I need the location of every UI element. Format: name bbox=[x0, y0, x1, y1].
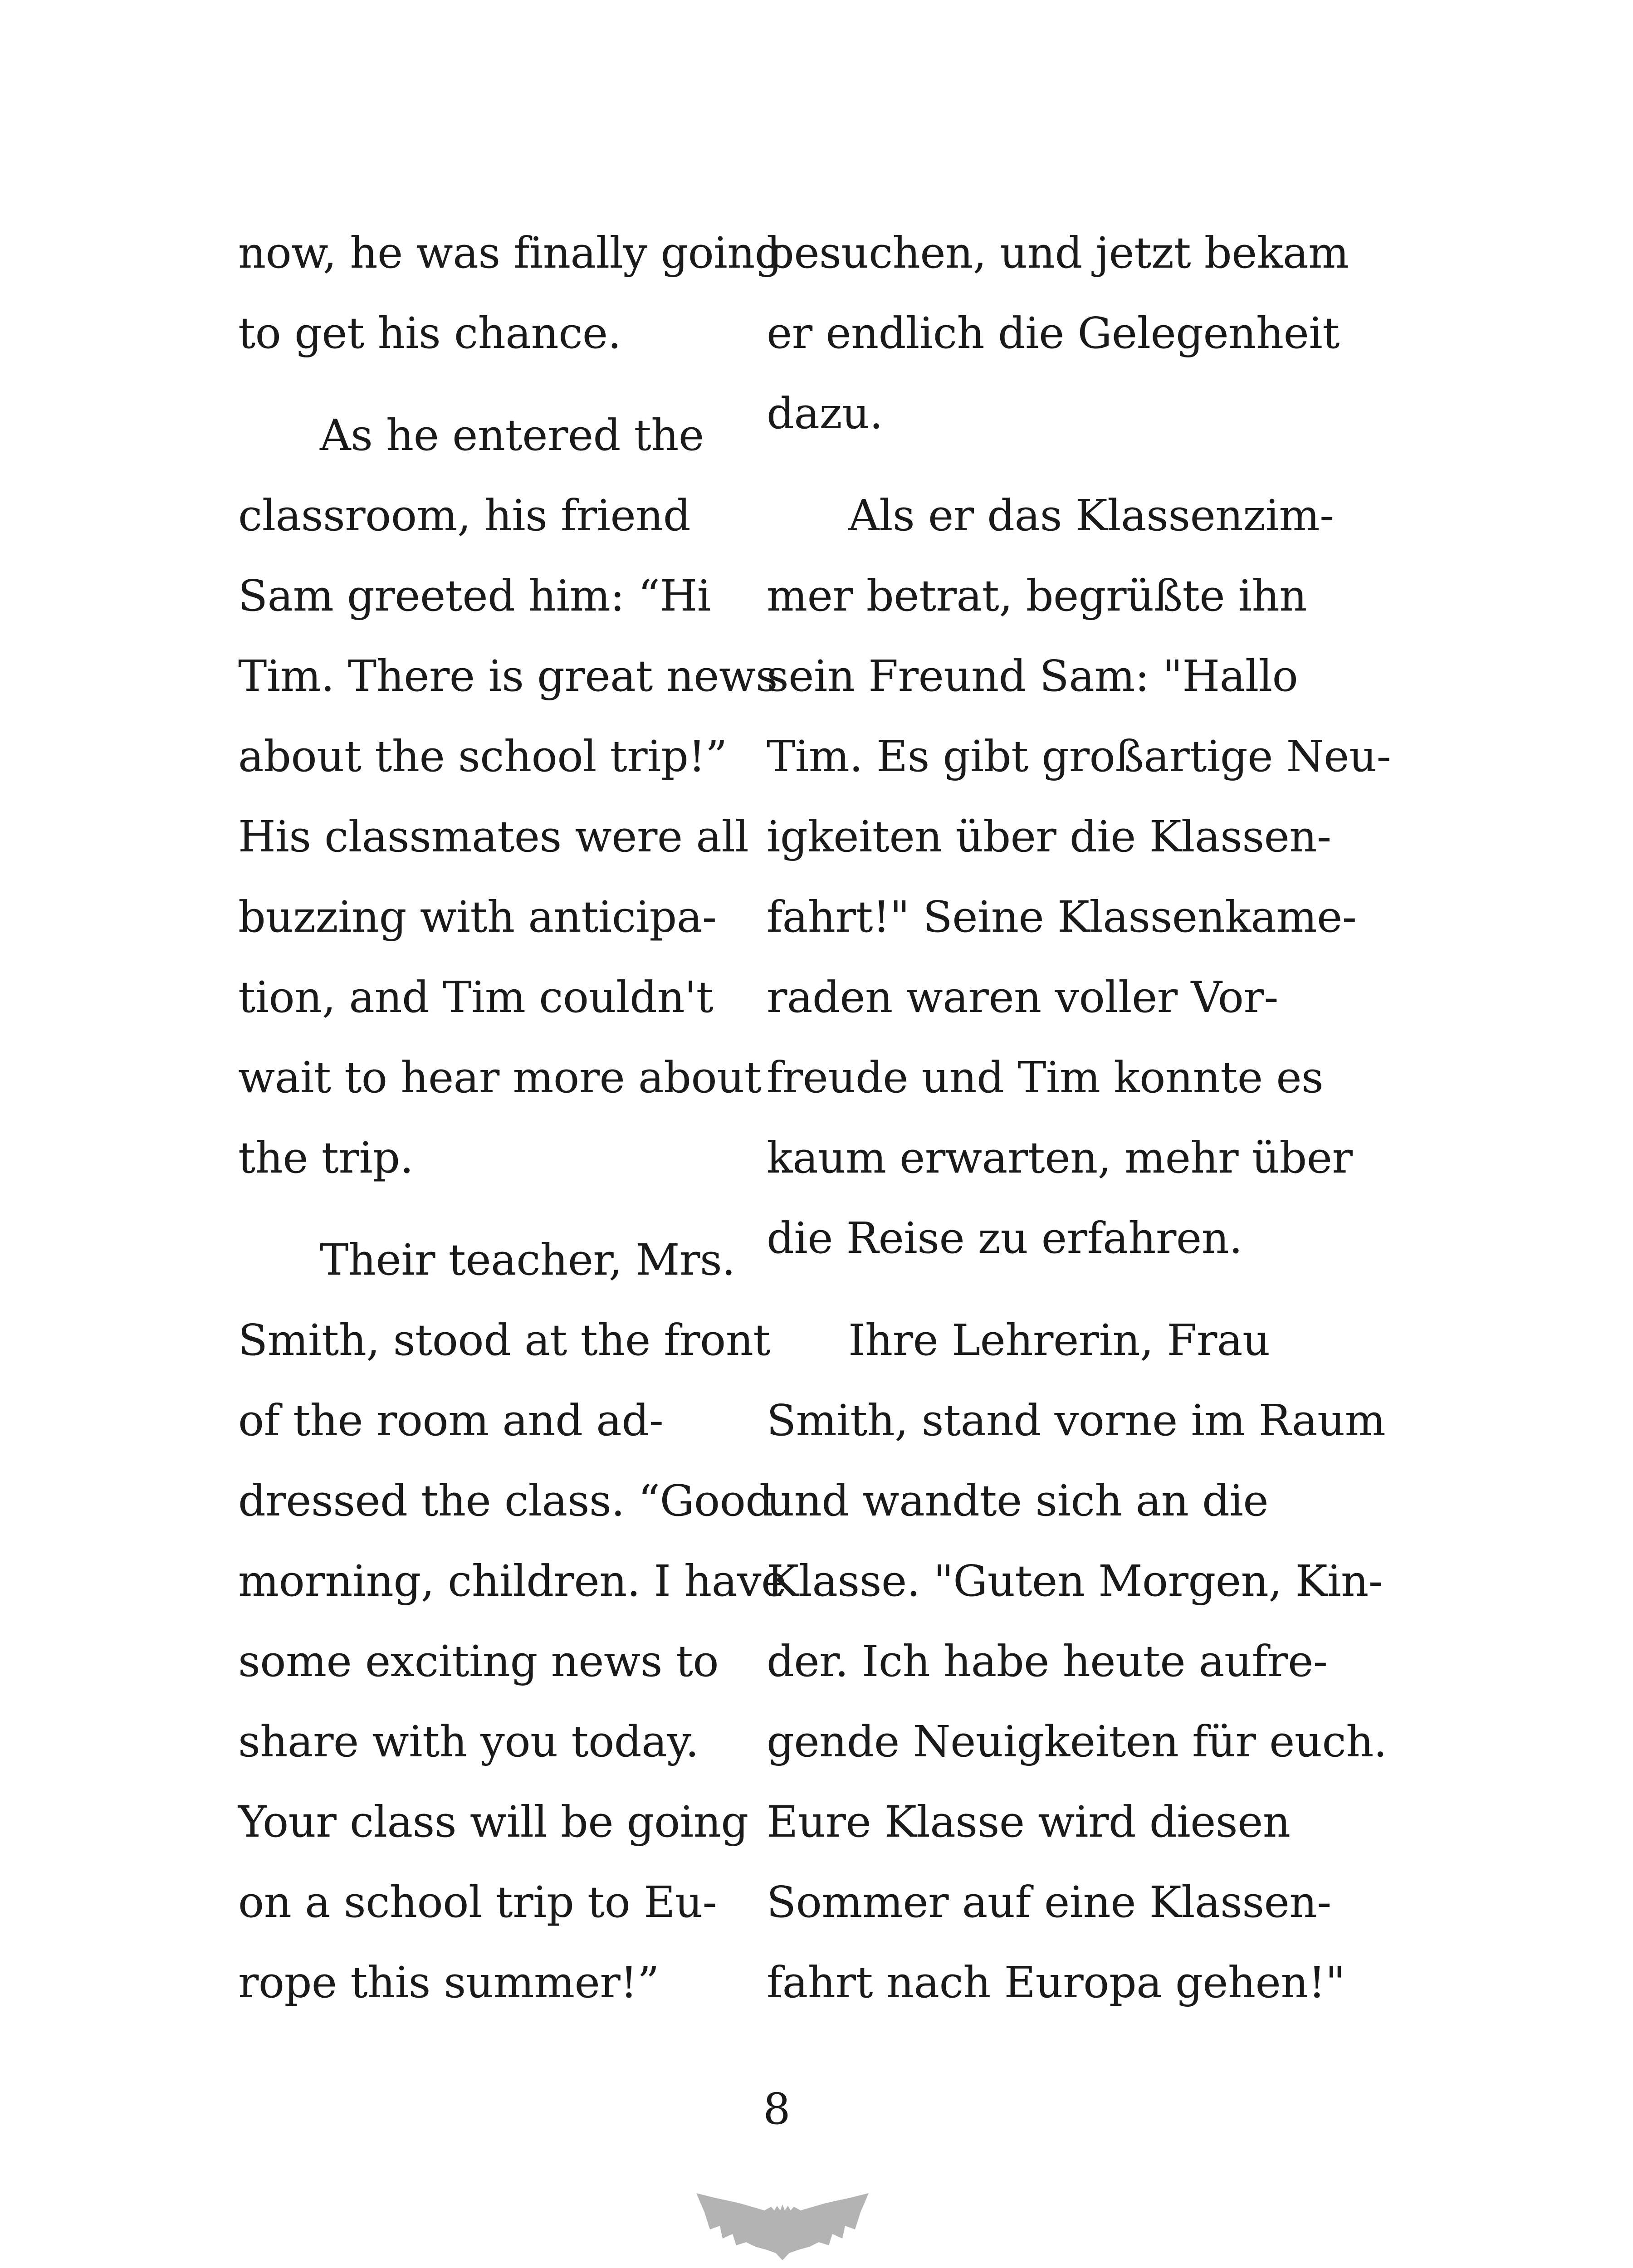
text-line: Als er das Klassenzim- bbox=[848, 491, 1334, 541]
text-line: to get his chance. bbox=[238, 308, 621, 358]
text-line: As he entered the bbox=[320, 411, 704, 460]
text-line: dressed the class. “Good bbox=[238, 1476, 773, 1526]
text-line: Their teacher, Mrs. bbox=[320, 1235, 735, 1285]
text-line: tion, and Tim couldn't bbox=[238, 973, 714, 1022]
text-line: raden waren voller Vor- bbox=[767, 973, 1278, 1022]
english-paragraph-3 bbox=[238, 1220, 787, 2023]
text-line: some exciting news to bbox=[238, 1637, 719, 1686]
german-paragraph-3 bbox=[767, 1300, 1387, 2023]
text-line: on a school trip to Eu- bbox=[238, 1877, 717, 1927]
text-line: buzzing with anticipa- bbox=[238, 892, 717, 942]
page-number: 8 bbox=[763, 2084, 791, 2134]
text-line: Tim. Es gibt großartige Neu- bbox=[767, 732, 1391, 782]
german-paragraph-1 bbox=[767, 213, 1349, 454]
text-line: der. Ich habe heute aufre- bbox=[767, 1637, 1328, 1686]
german-paragraph-2 bbox=[767, 476, 1391, 1279]
text-line: und wandte sich an die bbox=[767, 1476, 1269, 1526]
text-line: er endlich die Gelegenheit bbox=[767, 308, 1340, 358]
text-line: dazu. bbox=[767, 389, 883, 439]
text-line: the trip. bbox=[238, 1133, 414, 1183]
german-column bbox=[767, 213, 1391, 2045]
text-line: Klasse. "Guten Morgen, Kin- bbox=[767, 1556, 1383, 1606]
text-line: classroom, his friend bbox=[238, 491, 691, 541]
text-line: fahrt!" Seine Klassenkame- bbox=[767, 892, 1357, 942]
text-line: share with you today. bbox=[238, 1717, 699, 1767]
text-line: Your class will be going bbox=[238, 1797, 748, 1847]
english-paragraph-1 bbox=[238, 213, 782, 374]
text-line: gende Neuigkeiten für euch. bbox=[767, 1717, 1387, 1767]
text-line: fahrt nach Europa gehen!" bbox=[767, 1958, 1345, 2008]
text-line: sein Freund Sam: "Hallo bbox=[767, 651, 1298, 701]
text-line: of the room and ad- bbox=[238, 1396, 664, 1446]
english-column bbox=[238, 213, 787, 2045]
text-line: igkeiten über die Klassen- bbox=[767, 812, 1331, 862]
text-line: die Reise zu erfahren. bbox=[767, 1213, 1242, 1263]
text-line: Eure Klasse wird diesen bbox=[767, 1797, 1291, 1847]
text-line: Smith, stood at the front bbox=[238, 1315, 771, 1365]
text-line: besuchen, und jetzt bekam bbox=[767, 228, 1349, 278]
bat-silhouette bbox=[696, 2193, 869, 2260]
bat-icon bbox=[696, 2184, 869, 2261]
text-line: rope this summer!” bbox=[238, 1958, 660, 2008]
english-paragraph-2 bbox=[238, 396, 778, 1198]
text-line: Sommer auf eine Klassen- bbox=[767, 1877, 1331, 1927]
text-line: now, he was finally going bbox=[238, 228, 782, 278]
text-line: morning, children. I have bbox=[238, 1556, 787, 1606]
text-line: Ihre Lehrerin, Frau bbox=[848, 1315, 1270, 1365]
text-line: wait to hear more about bbox=[238, 1053, 762, 1103]
text-line: freude und Tim konnte es bbox=[767, 1053, 1324, 1103]
text-line: His classmates were all bbox=[238, 812, 749, 862]
text-line: Tim. There is great news bbox=[238, 651, 778, 701]
text-line: about the school trip!” bbox=[238, 732, 728, 782]
text-line: Smith, stand vorne im Raum bbox=[767, 1396, 1386, 1446]
text-line: Sam greeted him: “Hi bbox=[238, 571, 711, 621]
text-line: mer betrat, begrüßte ihn bbox=[767, 571, 1307, 621]
text-line: kaum erwarten, mehr über bbox=[767, 1133, 1353, 1183]
